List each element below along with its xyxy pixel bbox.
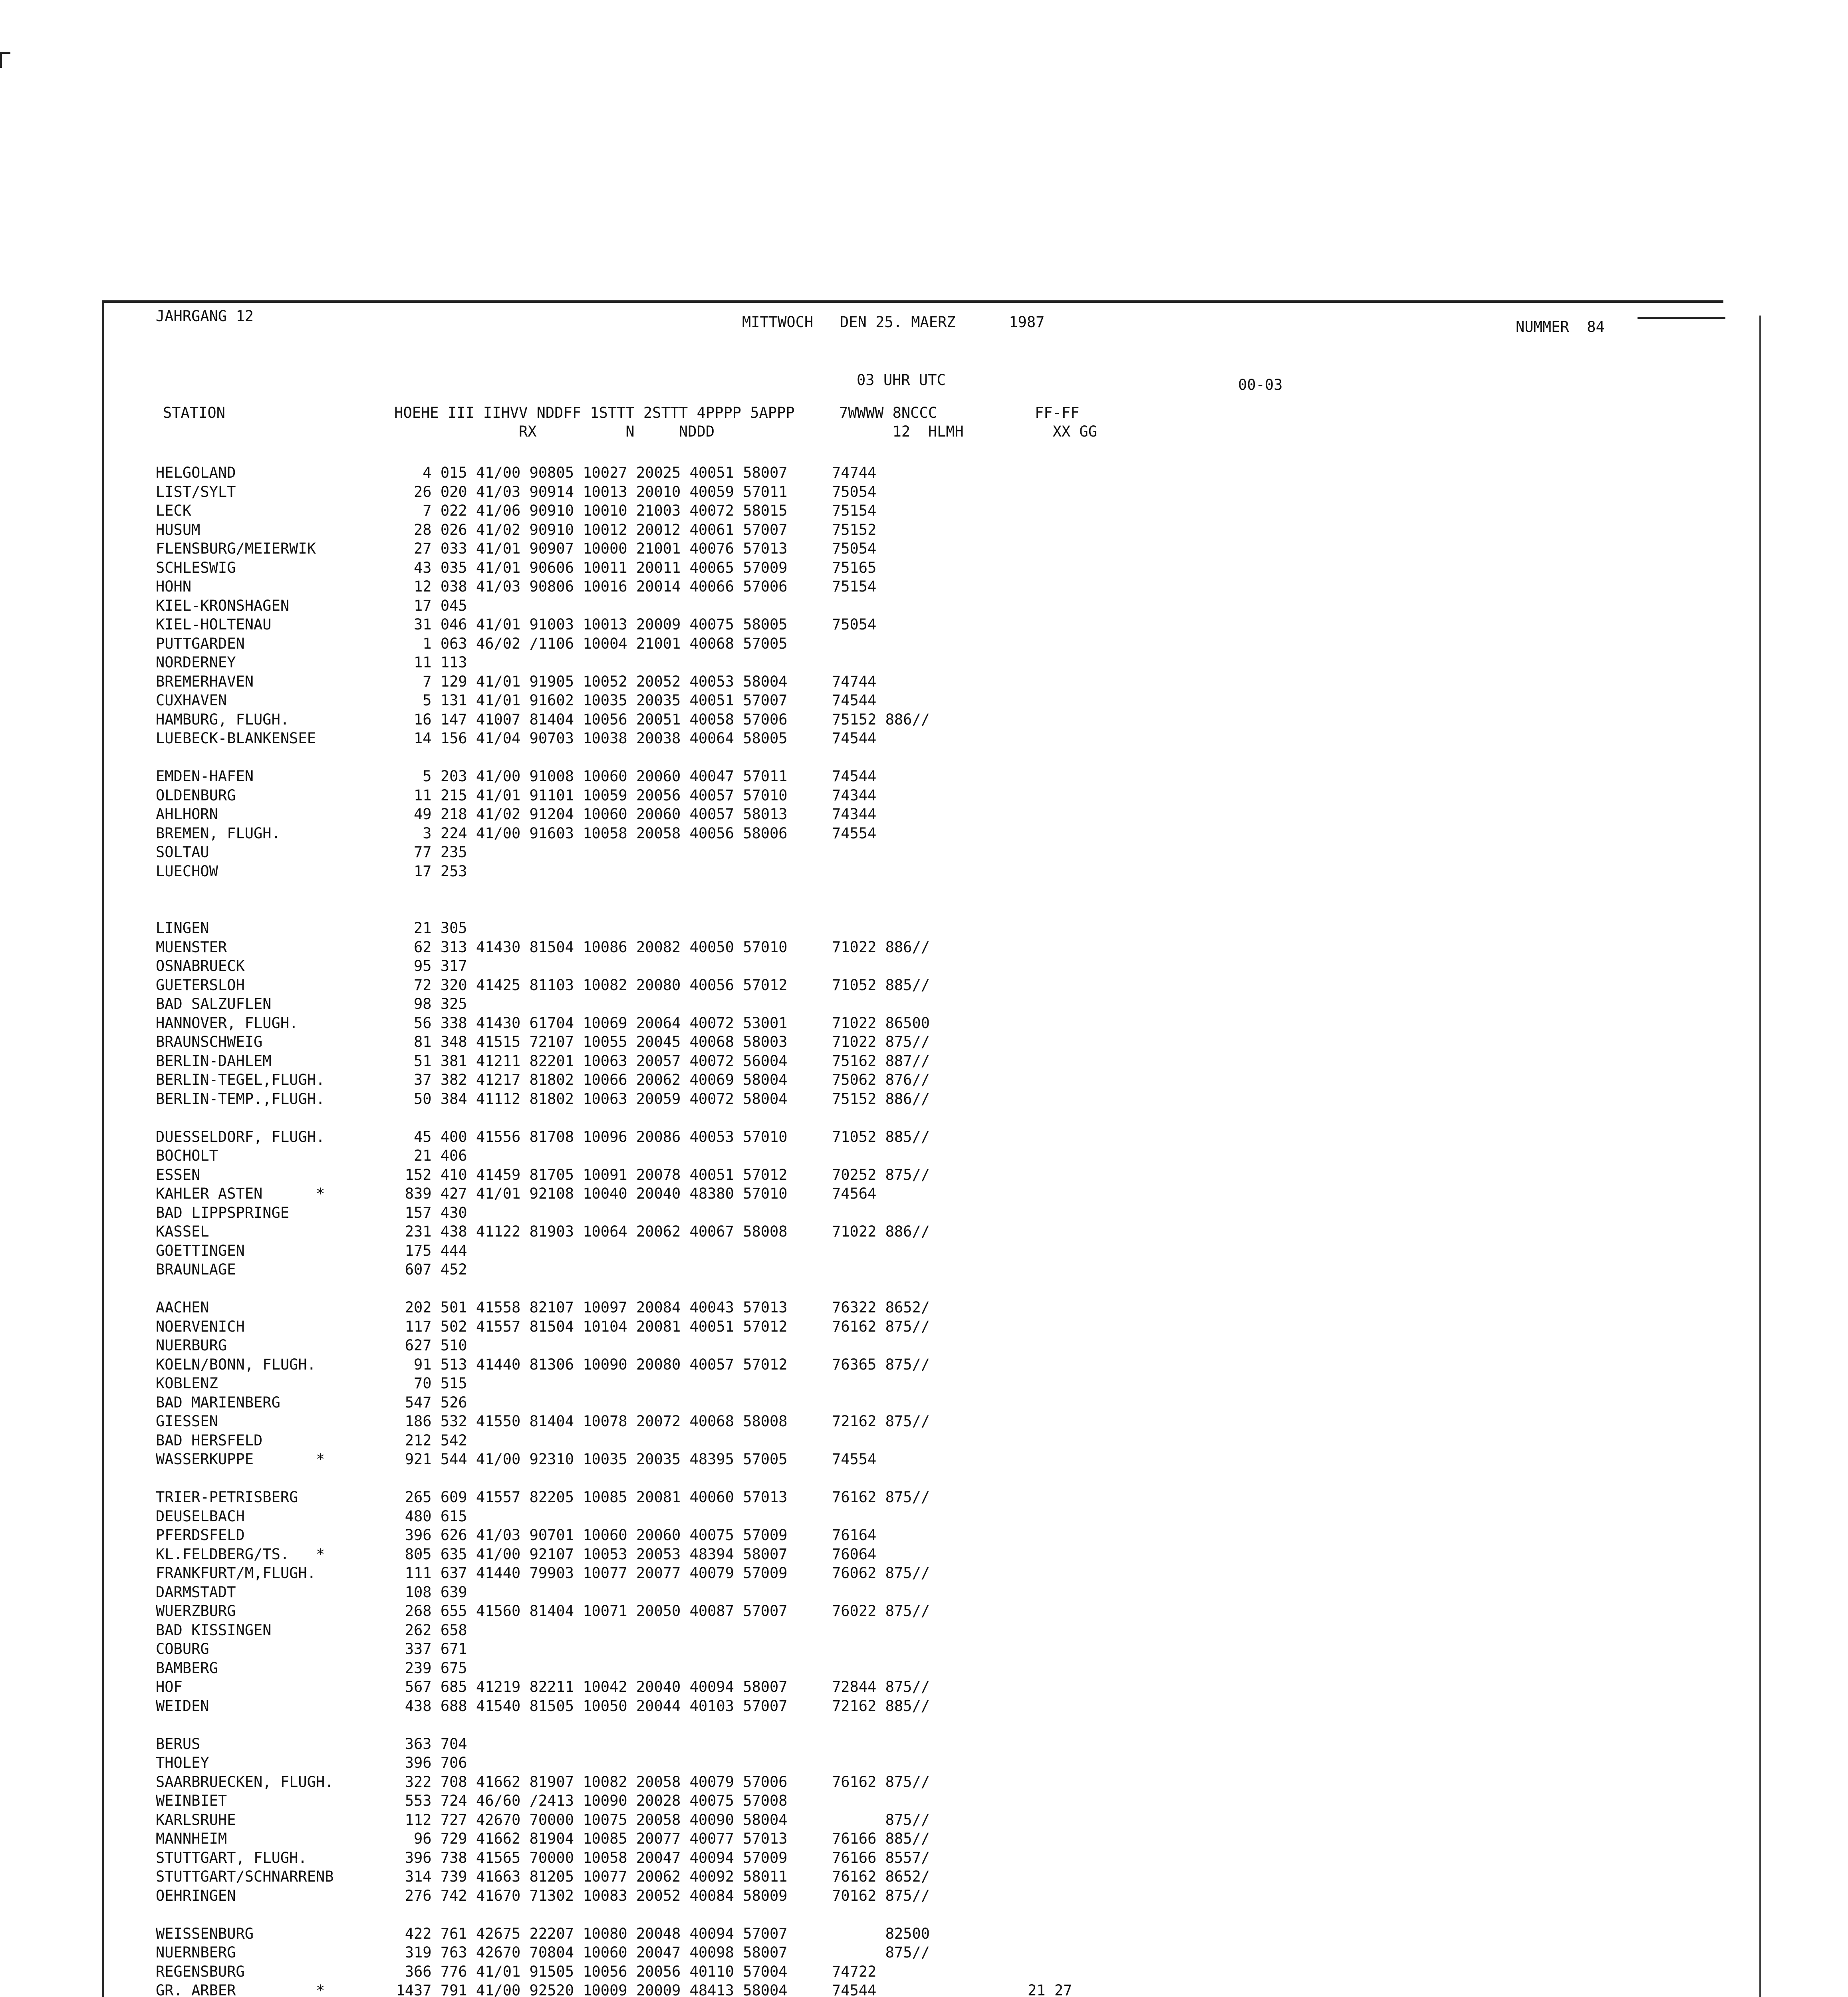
table-row: LUECHOW 17 253 (156, 862, 467, 880)
table-row: HUSUM 28 026 41/02 90910 10012 20012 40061 57007 75152 (156, 521, 877, 538)
row-spacer (156, 1108, 1125, 1128)
table-row: HANNOVER, FLUGH. 56 338 41430 61704 10069 20064 40072 53001 71022 86500 (156, 1014, 930, 1032)
table-row: BERLIN-TEMP.,FLUGH. 50 384 41112 81802 10063 20059 40072 58004 75152 886// (156, 1090, 930, 1108)
table-row: GIESSEN 186 532 41550 81404 10078 20072 40068 58008 72162 875// (156, 1413, 930, 1430)
table-row: THOLEY 396 706 (156, 1754, 467, 1771)
table-row: BRAUNSCHWEIG 81 348 41515 72107 10055 20045 40068 58003 71022 875// (156, 1033, 930, 1050)
table-row: SOLTAU 77 235 (156, 844, 467, 861)
table-row: HOHN 12 038 41/03 90806 10016 20014 40066 57006 75154 (156, 578, 877, 595)
frame-right-rule (1759, 316, 1761, 1997)
row-spacer (156, 1905, 1125, 1924)
table-row: BRAUNLAGE 607 452 (156, 1261, 467, 1278)
table-row: BAMBERG 239 675 (156, 1659, 467, 1677)
jahrgang: JAHRGANG 12 (156, 308, 254, 325)
issue-number: NUMMER 84 (1516, 318, 1605, 335)
table-row: PUTTGARDEN 1 063 46/02 /1106 10004 21001 40068 57005 (156, 635, 788, 652)
table-row: TRIER-PETRISBERG 265 609 41557 82205 10085 20081 40060 57013 76162 875// (156, 1489, 930, 1506)
table-row: KIEL-KRONSHAGEN 17 045 (156, 597, 467, 614)
row-spacer (156, 1469, 1125, 1488)
table-row: BOCHOLT 21 406 (156, 1147, 467, 1164)
table-row: MUENSTER 62 313 41430 81504 10086 20082 40050 57010 71022 886// (156, 938, 930, 956)
table-row: OLDENBURG 11 215 41/01 91101 10059 20056 40057 57010 74344 (156, 786, 877, 804)
station-table (156, 463, 1125, 1997)
table-row: EMDEN-HAFEN 5 203 41/00 91008 10060 20060 40047 57011 74544 (156, 768, 877, 785)
table-row: FRANKFURT/M,FLUGH. 111 637 41440 79903 10077 20077 40079 57009 76062 875// (156, 1564, 930, 1582)
row-spacer (156, 881, 1125, 900)
table-row: BERUS 363 704 (156, 1735, 467, 1753)
table-row: BAD LIPPSPRINGE 157 430 (156, 1204, 467, 1221)
table-row: NUERNBERG 319 763 42670 70804 10060 20047 40098 58007 875// (156, 1944, 930, 1961)
table-row: SAARBRUECKEN, FLUGH. 322 708 41662 81907 10082 20058 40079 57006 76162 875// (156, 1773, 930, 1791)
table-row: LIST/SYLT 26 020 41/03 90914 10013 20010 40059 57011 75054 (156, 483, 877, 500)
table-row: WUERZBURG 268 655 41560 81404 10071 20050 40087 57007 76022 875// (156, 1602, 930, 1620)
table-row: AHLHORN 49 218 41/02 91204 10060 20060 40057 58013 74344 (156, 806, 877, 823)
table-row: LUEBECK-BLANKENSEE 14 156 41/04 90703 10038 20038 40064 58005 74544 (156, 730, 877, 747)
table-row: BAD HERSFELD 212 542 (156, 1431, 467, 1449)
table-row: BAD KISSINGEN 262 658 (156, 1621, 467, 1639)
table-row: NORDERNEY 11 113 (156, 654, 467, 671)
table-row: HOF 567 685 41219 82211 10042 20040 40094 58007 72844 875// (156, 1678, 930, 1695)
table-row: KIEL-HOLTENAU 31 046 41/01 91003 10013 20009 40075 58005 75054 (156, 616, 877, 633)
table-row: NOERVENICH 117 502 41557 81504 10104 20081 40051 57012 76162 875// (156, 1318, 930, 1335)
table-row: LINGEN 21 305 (156, 919, 467, 937)
table-row: BAD MARIENBERG 547 526 (156, 1394, 467, 1411)
table-row: KAHLER ASTEN * 839 427 41/01 92108 10040 20040 48380 57010 74564 (156, 1185, 877, 1202)
table-row: OSNABRUECK 95 317 (156, 957, 467, 975)
table-row: BERLIN-DAHLEM 51 381 41211 82201 10063 20057 40072 56004 75162 887// (156, 1052, 930, 1070)
table-row: FLENSBURG/MEIERWIK 27 033 41/01 90907 10000 21001 40076 57013 75054 (156, 540, 877, 557)
column-header-line-2: RX N NDDD 12 HLMH XX GG (163, 423, 1097, 440)
frame-top-rule (102, 300, 1723, 303)
table-row: WASSERKUPPE * 921 544 41/00 92310 10035 20035 48395 57005 74554 (156, 1451, 877, 1468)
table-row: BERLIN-TEGEL,FLUGH. 37 382 41217 81802 10066 20062 40069 58004 75062 876// (156, 1071, 930, 1088)
table-row: DARMSTADT 108 639 (156, 1583, 467, 1601)
row-spacer (156, 900, 1125, 919)
column-header-line-1: STATION HOEHE III IIHVV NDDFF 1STTT 2STTT 4PPPP 5APPP 7WWWW 8NCCC FF-FF (163, 404, 1080, 421)
table-row: GR. ARBER * 1437 791 41/00 92520 10009 20009 48413 58004 74544 21 27 (156, 1982, 1072, 1997)
table-row: REGENSBURG 366 776 41/01 91505 10056 20056 40110 57004 74722 (156, 1963, 877, 1980)
observation-time: 03 UHR UTC (857, 371, 946, 389)
table-row: BAD SALZUFLEN 98 325 (156, 995, 467, 1012)
table-row: STUTTGART, FLUGH. 396 738 41565 70000 10058 20047 40094 57009 76166 8557/ (156, 1849, 930, 1866)
table-row: BREMEN, FLUGH. 3 224 41/00 91603 10058 20058 40056 58006 74554 (156, 824, 877, 842)
table-row: KOBLENZ 70 515 (156, 1375, 467, 1392)
table-row: ESSEN 152 410 41459 81705 10091 20078 40051 57012 70252 875// (156, 1166, 930, 1183)
table-row: STUTTGART/SCHNARRENB 314 739 41663 81205 10077 20062 40092 58011 76162 8652/ (156, 1868, 930, 1885)
table-row: DEUSELBACH 480 615 (156, 1507, 467, 1525)
table-row: MANNHEIM 96 729 41662 81904 10085 20077 40077 57013 76166 885// (156, 1830, 930, 1847)
table-row: SCHLESWIG 43 035 41/01 90606 10011 20011 40065 57009 75165 (156, 559, 877, 576)
table-row: KASSEL 231 438 41122 81903 10064 20062 40067 58008 71022 886// (156, 1223, 930, 1240)
table-row: HAMBURG, FLUGH. 16 147 41007 81404 10056 20051 40058 57006 75152 886// (156, 711, 930, 728)
table-row: KOELN/BONN, FLUGH. 91 513 41440 81306 10090 20080 40057 57012 76365 875// (156, 1356, 930, 1373)
table-row: HELGOLAND 4 015 41/00 90805 10027 20025 40051 58007 74744 (156, 464, 877, 481)
table-row: LECK 7 022 41/06 90910 10010 21003 40072 58015 75154 (156, 502, 877, 519)
table-row: NUERBURG 627 510 (156, 1337, 467, 1354)
table-row: BREMERHAVEN 7 129 41/01 91905 10052 20052 40053 58004 74744 (156, 673, 877, 690)
table-row: WEINBIET 553 724 46/60 /2413 10090 20028 40075 57008 (156, 1792, 788, 1809)
row-spacer (156, 1715, 1125, 1735)
table-row: COBURG 337 671 (156, 1640, 467, 1658)
time-range: 00-03 (1238, 376, 1283, 393)
table-row: KL.FELDBERG/TS. * 805 635 41/00 92107 10053 20053 48394 58007 76064 (156, 1545, 877, 1563)
row-spacer (156, 1279, 1125, 1298)
table-row: KARLSRUHE 112 727 42670 70000 10075 20058 40090 58004 875// (156, 1811, 930, 1828)
table-row: GOETTINGEN 175 444 (156, 1242, 467, 1259)
nummer-underline (1638, 317, 1725, 319)
issue-date: MITTWOCH DEN 25. MAERZ 1987 (742, 314, 1045, 331)
table-row: WEIDEN 438 688 41540 81505 10050 20044 40103 57007 72162 885// (156, 1697, 930, 1715)
table-row: GUETERSLOH 72 320 41425 81103 10082 20080 40056 57012 71052 885// (156, 976, 930, 994)
table-row: WEISSENBURG 422 761 42675 22207 10080 20048 40094 57007 82500 (156, 1925, 930, 1942)
table-row: OEHRINGEN 276 742 41670 71302 10083 20052 40084 58009 70162 875// (156, 1887, 930, 1904)
row-spacer (156, 748, 1125, 767)
frame-left-rule (102, 300, 104, 1997)
table-row: PFERDSFELD 396 626 41/03 90701 10060 20060 40075 57009 76164 (156, 1527, 877, 1544)
table-row: AACHEN 202 501 41558 82107 10097 20084 40043 57013 76322 8652/ (156, 1299, 930, 1316)
edge-mark (0, 52, 2, 68)
table-row: DUESSELDORF, FLUGH. 45 400 41556 81708 10096 20086 40053 57010 71052 885// (156, 1128, 930, 1145)
table-row: CUXHAVEN 5 131 41/01 91602 10035 20035 40051 57007 74544 (156, 692, 877, 709)
